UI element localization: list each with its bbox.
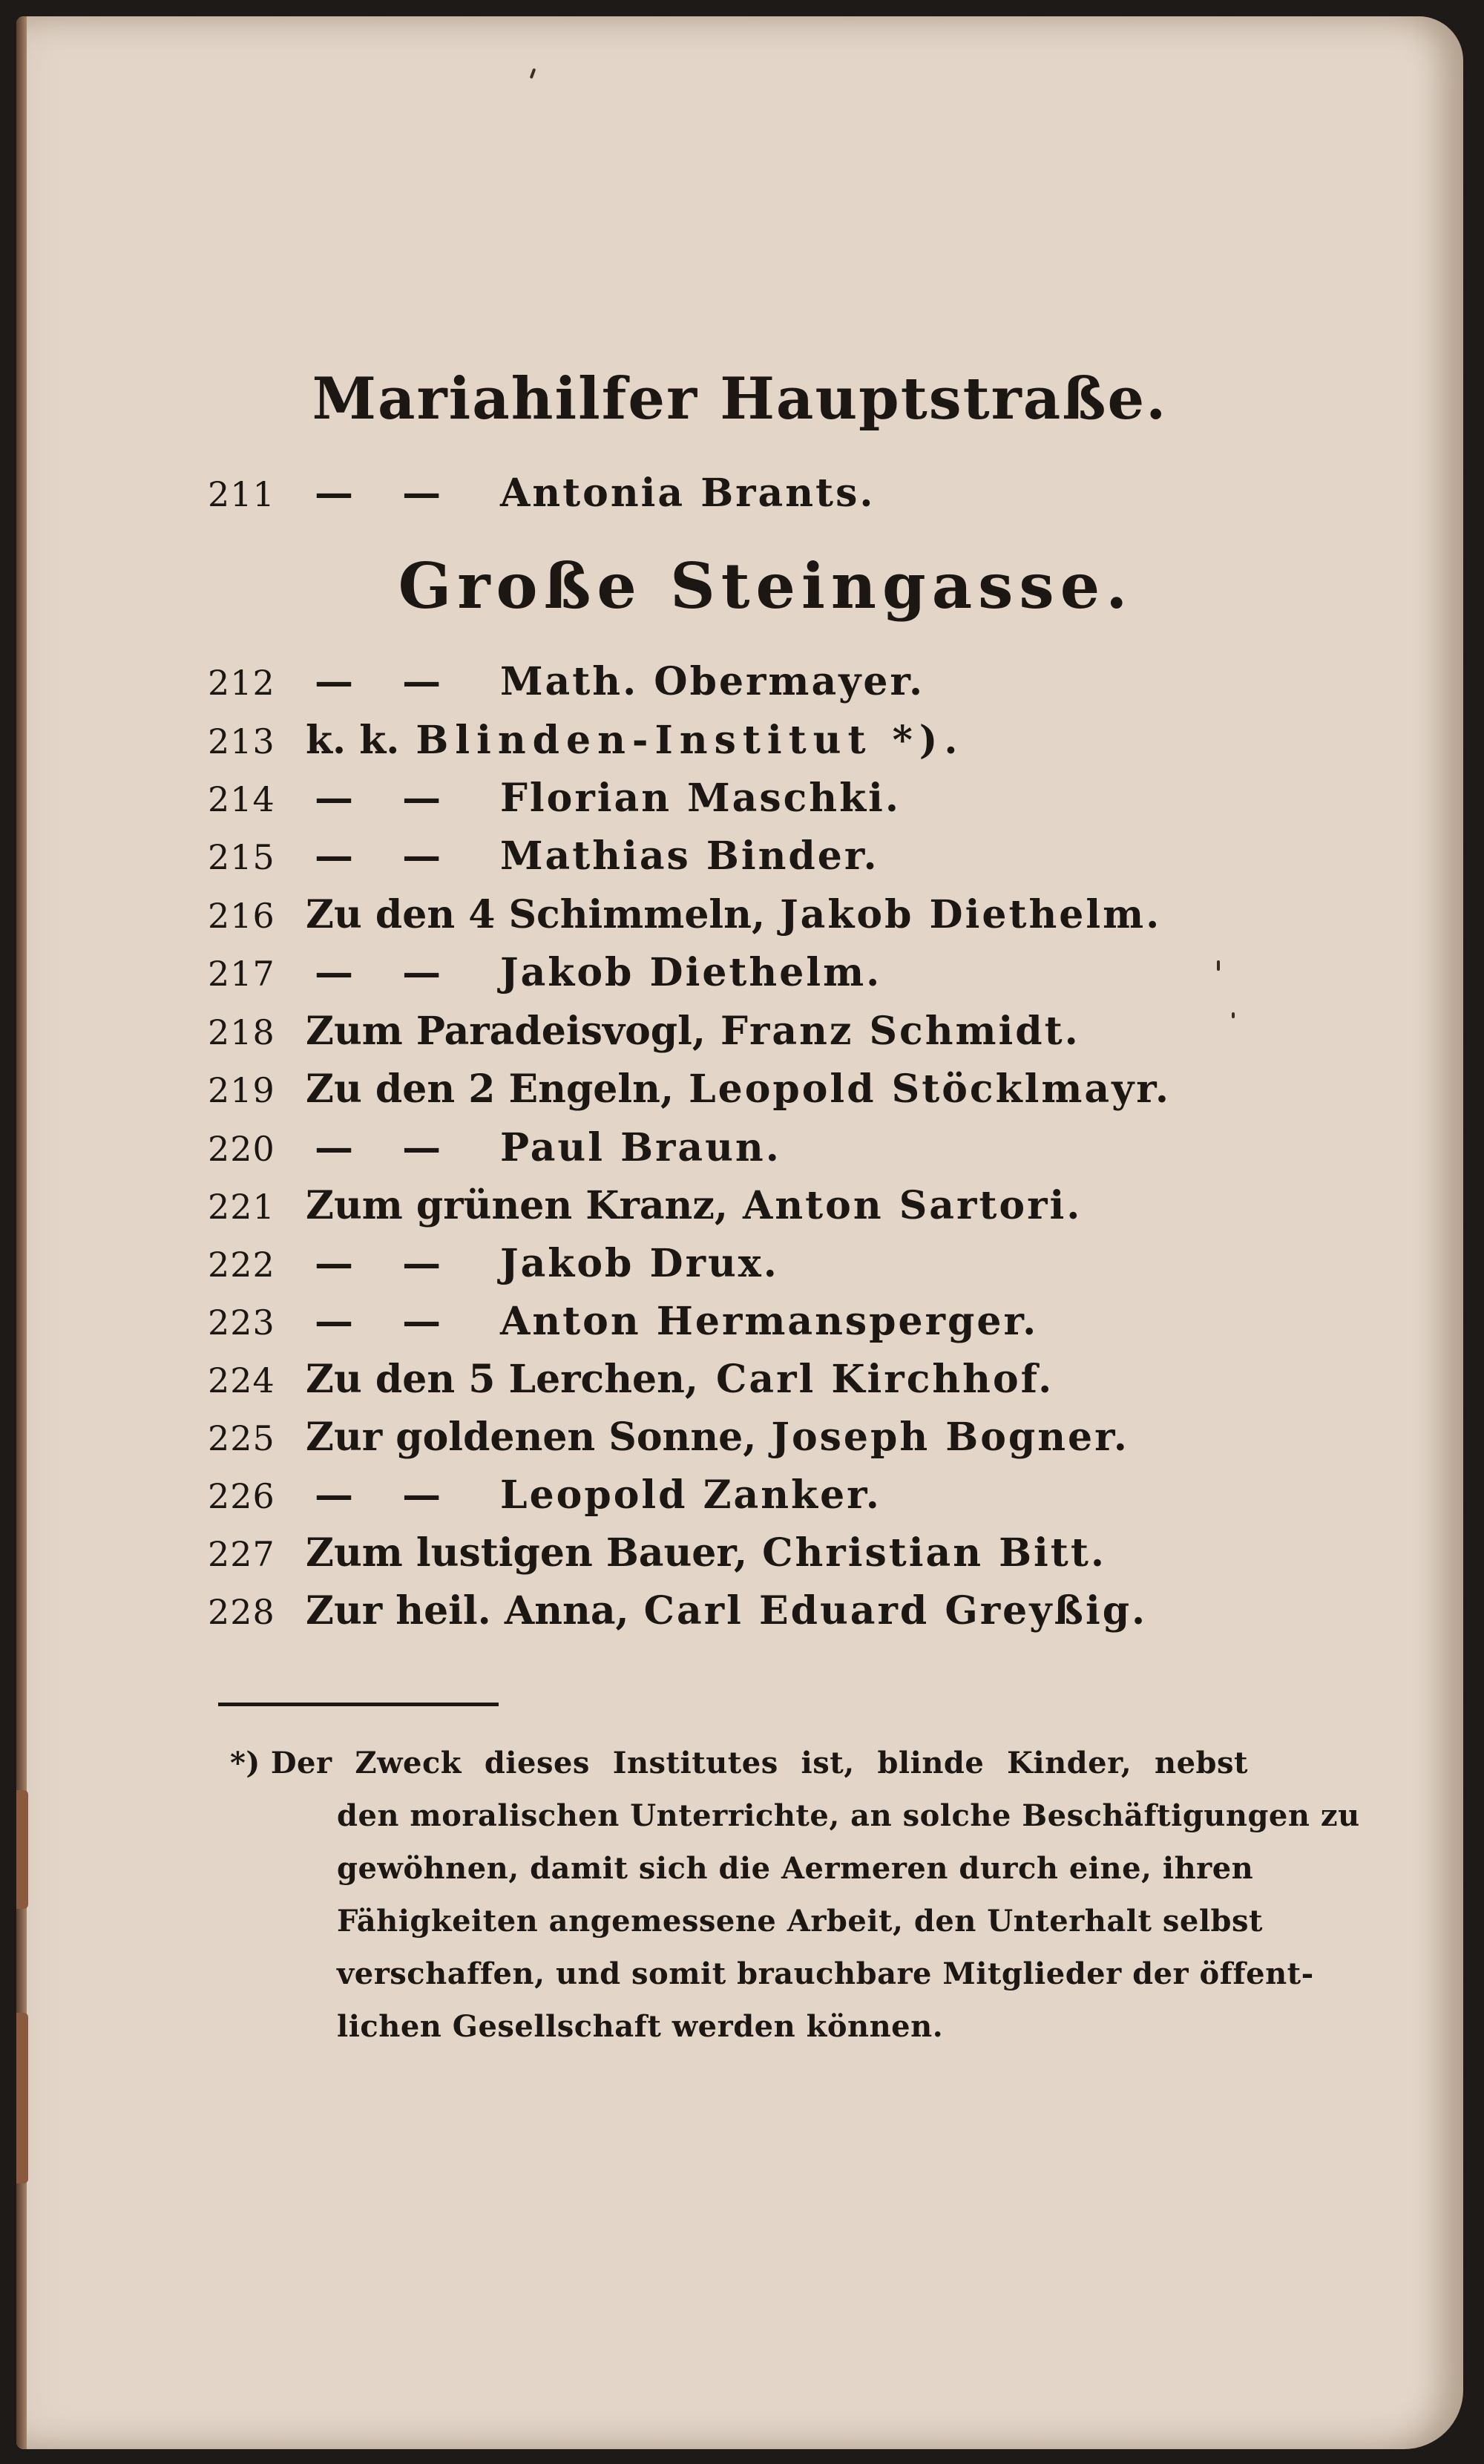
house-sign: — — [315,659,459,704]
house-owner: Anton Hermansperger. [500,1299,1039,1344]
house-owner: Blinden-Institut *). [416,718,965,763]
house-owner: Franz Schmidt. [720,1009,1080,1054]
house-sign: — — [315,950,459,995]
entry-row [208,1183,1321,1235]
house-number: 221 [208,1187,275,1227]
house-sign: — — [315,833,459,879]
house-sign: Zum Paradeisvogl, [306,1009,706,1054]
footnote-line: den moralischen Unterrichte, an solche Beschäftigungen zu [337,1798,1360,1833]
house-number: 214 [208,779,275,819]
entry-row [208,1357,1321,1409]
book-page [16,16,1463,2449]
house-number: 225 [208,1418,275,1458]
house-number: 222 [208,1245,275,1285]
house-number: 219 [208,1070,275,1110]
entry-row [208,776,1321,828]
house-sign: — — [315,1472,459,1518]
house-owner: Leopold Stöcklmayr. [689,1066,1172,1112]
entry-row [208,892,1321,944]
house-number: 216 [208,896,275,936]
house-number: 218 [208,1012,275,1052]
house-sign: Zu den 2 Engeln, [306,1066,674,1112]
entry-row [208,718,1321,770]
house-owner: Carl Kirchhof. [716,1357,1054,1402]
entry-row [208,1472,1321,1524]
house-sign: Zum grünen Kranz, [306,1183,728,1228]
house-owner: Jakob Diethelm. [780,892,1162,937]
house-number: 215 [208,837,275,877]
footnote-text: Der Zweck dieses Institutes ist, blinde Kinder, nebst [270,1746,1248,1780]
house-number: 220 [208,1129,275,1169]
entry-row [208,1299,1321,1351]
entry-row [208,1241,1321,1293]
street-heading-steingasse: Große Steingasse. [398,549,1134,623]
house-number: 228 [208,1592,275,1632]
house-owner: Mathias Binder. [500,833,879,879]
house-owner: Jakob Diethelm. [500,950,882,995]
house-owner: Leopold Zanker. [500,1472,881,1518]
entry-row [208,1530,1321,1582]
house-owner: Jakob Drux. [500,1241,779,1286]
entry-row [208,1415,1321,1467]
house-number: 224 [208,1360,275,1400]
house-sign: Zum lustigen Bauer, [306,1530,748,1576]
entry-row [208,1066,1321,1118]
street-heading-mariahilfer: Mariahilfer Hauptstraße. [312,365,1168,433]
house-number: 227 [208,1534,275,1574]
house-sign: Zu den 5 Lerchen, [306,1357,699,1402]
house-owner: Antonia Brants. [500,471,876,516]
house-sign: — — [315,776,459,821]
entry-row [208,1009,1321,1061]
entry-row [208,833,1321,885]
footnote-line: gewöhnen, damit sich die Aermeren durch eine, ihren [337,1851,1254,1886]
footnote-line: lichen Gesellschaft werden können. [337,2009,944,2044]
house-number: 223 [208,1303,275,1343]
house-sign: k. k. [306,718,400,763]
house-owner: Anton Sartori. [742,1183,1083,1228]
house-number: 212 [208,663,275,703]
footnote-divider [218,1703,499,1706]
house-sign: — — [315,1125,459,1170]
house-number: 211 [208,474,275,514]
footnote-line: verschaffen, und somit brauchbare Mitglieder der öffent- [337,1956,1314,1991]
house-owner: Carl Eduard Greyßig. [643,1588,1148,1634]
house-owner: Florian Maschki. [500,776,901,821]
house-owner: Paul Braun. [500,1125,781,1170]
house-number: 213 [208,721,275,761]
footnote-line: Fähigkeiten angemessene Arbeit, den Unterhalt selbst [337,1904,1263,1939]
entry-row [208,471,1321,522]
footnote-line [230,1737,1248,1789]
house-sign: — — [315,1241,459,1286]
entry-row [208,950,1321,1002]
house-sign: Zur heil. Anna, [306,1588,629,1634]
entry-row [208,659,1321,711]
house-sign: Zur goldenen Sonne, [306,1415,757,1460]
house-sign: Zu den 4 Schimmeln, [306,892,766,937]
entry-row [208,1588,1321,1640]
house-owner: Math. Obermayer. [500,659,925,704]
house-owner: Joseph Bogner. [771,1415,1129,1460]
house-number: 217 [208,954,275,994]
house-number: 226 [208,1476,275,1516]
entry-row [208,1125,1321,1177]
house-sign: — — [315,1299,459,1344]
page-text [16,16,1463,2449]
footnote [230,1737,1360,2053]
footnote-mark: *) [230,1746,260,1780]
house-sign: — — [315,471,459,516]
house-owner: Christian Bitt. [762,1530,1106,1576]
